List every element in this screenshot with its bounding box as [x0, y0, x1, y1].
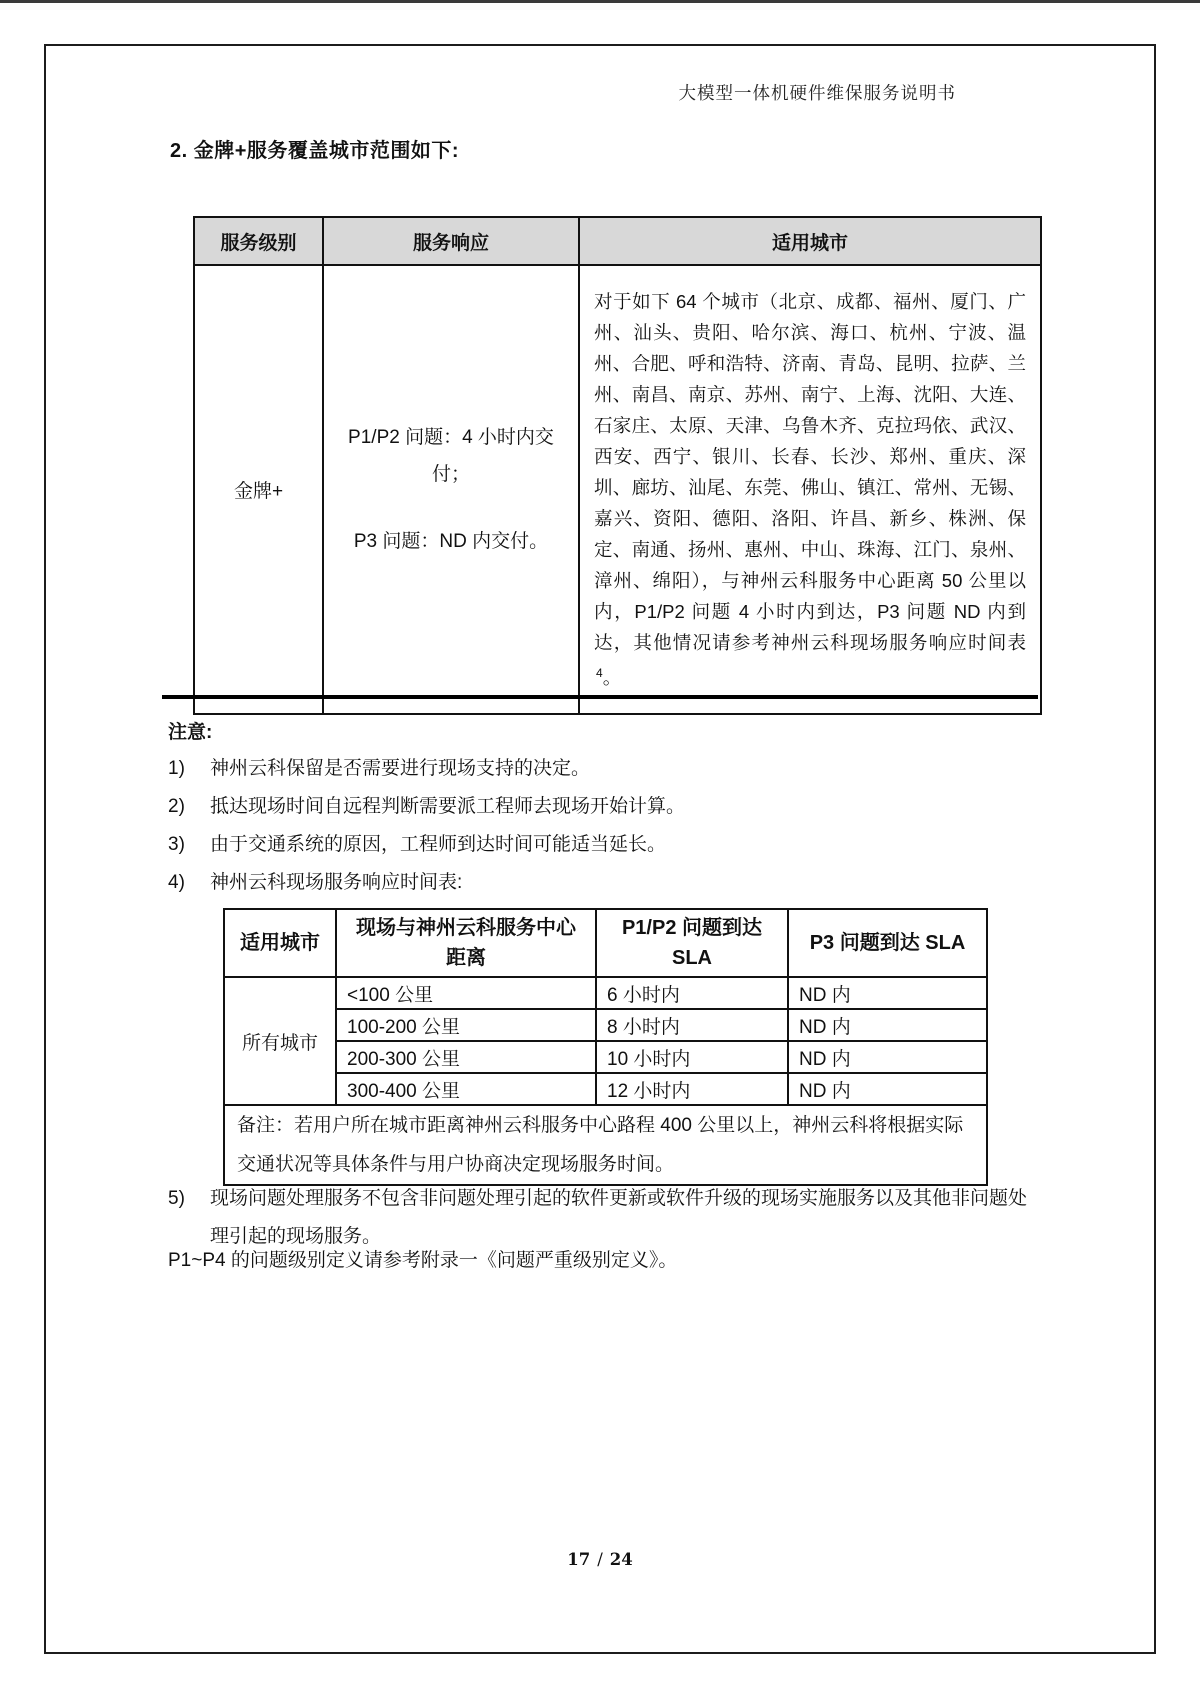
service-level-cell: 金牌+ — [194, 265, 323, 714]
page-footer — [0, 1550, 1200, 1569]
notes-label: 注意: — [168, 722, 213, 743]
section-heading: 2. 金牌+服务覆盖城市范围如下: — [170, 140, 460, 162]
severity-reference-line: P1~P4 的问题级别定义请参考附录一《问题严重级别定义》。 — [168, 1250, 678, 1271]
sla-header-p3: P3 问题到达 SLA — [788, 909, 987, 977]
note-text: 抵达现场时间自远程判断需要派工程师去现场开始计算。 — [210, 796, 686, 817]
page-number-total: 24 — [609, 1550, 633, 1569]
distance-cell: 100-200 公里 — [336, 1009, 596, 1041]
distance-cell: <100 公里 — [336, 977, 596, 1009]
sla-table — [223, 908, 988, 1186]
cities-period: 。 — [602, 667, 622, 689]
sla-remark-row — [224, 1105, 987, 1185]
sla-row-2 — [224, 1009, 987, 1041]
note-number: 4) — [168, 872, 185, 893]
note-text: 现场问题处理服务不包含非问题处理引起的软件更新或软件升级的现场实施服务以及其他非问题处理引起的现场服务。 — [210, 1188, 1028, 1247]
sla-row-3 — [224, 1041, 987, 1073]
note-text: 神州云科现场服务响应时间表: — [210, 872, 463, 893]
screenshot-top-edge — [0, 0, 1200, 3]
city-group-cell: 所有城市 — [224, 977, 336, 1105]
section-divider-rule — [162, 695, 1038, 699]
note-item-1 — [168, 757, 1048, 781]
p12-sla-cell: 6 小时内 — [596, 977, 788, 1009]
response-p12-text: P1/P2 问题：4 小时内交付； — [348, 427, 554, 486]
sla-header-p12: P1/P2 问题到达 SLA — [596, 909, 788, 977]
coverage-header-service-level: 服务级别 — [194, 217, 323, 265]
coverage-header-service-response: 服务响应 — [323, 217, 579, 265]
note-number: 1) — [168, 758, 185, 779]
response-p3-text: P3 问题：ND 内交付。 — [353, 531, 549, 553]
note-item-2 — [168, 795, 1048, 819]
doc-header-title: 大模型一体机硬件维保服务说明书 — [678, 84, 956, 104]
note-number: 5) — [168, 1188, 185, 1209]
coverage-table-row — [194, 265, 1041, 714]
p12-sla-cell: 8 小时内 — [596, 1009, 788, 1041]
sla-header-distance: 现场与神州云科服务中心距离 — [336, 909, 596, 977]
p12-sla-cell: 12 小时内 — [596, 1073, 788, 1105]
note-text: 由于交通系统的原因，工程师到达时间可能适当延长。 — [210, 834, 667, 855]
note-item-4 — [168, 871, 1048, 895]
note-item-3 — [168, 833, 1048, 857]
note-number: 3) — [168, 834, 185, 855]
footnote-superscript: 4 — [596, 666, 603, 680]
remark-cell: 备注：若用户所在城市距离神州云科服务中心路程 400 公里以上，神州云科将根据实际交通状况等具体条件与用户协商决定现场服务时间。 — [224, 1105, 987, 1185]
p3-sla-cell: ND 内 — [788, 977, 987, 1009]
page-number-separator: / — [597, 1550, 603, 1569]
coverage-table — [193, 216, 1042, 715]
sla-row-4 — [224, 1073, 987, 1105]
distance-cell: 200-300 公里 — [336, 1041, 596, 1073]
note-number: 2) — [168, 796, 185, 817]
p3-sla-cell: ND 内 — [788, 1009, 987, 1041]
service-response-cell — [323, 265, 579, 714]
coverage-table-header-row — [194, 217, 1041, 265]
note-text: 神州云科保留是否需要进行现场支持的决定。 — [210, 758, 591, 779]
p3-sla-cell: ND 内 — [788, 1041, 987, 1073]
p3-sla-cell: ND 内 — [788, 1073, 987, 1105]
cities-text: 对于如下 64 个城市（北京、成都、福州、厦门、广州、汕头、贵阳、哈尔滨、海口、杭州、宁波、温州、合肥、呼和浩特、济南、青岛、昆明、拉萨、兰州、南昌、南京、苏州、南宁、上海、沈阳、大连、石家庄、太原、天津、乌鲁木齐、克拉玛依、武汉、西安、西宁、银川、长春、长沙、郑州、重庆、深圳、廊坊、汕尾、东莞、佛山、镇江、常州、无锡、嘉兴、资阳、德阳、洛阳、许昌、新乡、株洲、保定、南通、扬州、惠州、中山、珠海、江门、泉州、漳州、绵阳），与神州云科服务中心距离 50 公里以内，P1/P2 问题 4 小时内到达，P3 问题 ND 内到达，其他情况请参考神州云科现场服务响应时间表 — [594, 291, 1026, 653]
applicable-cities-cell — [579, 265, 1041, 714]
page-number-current: 17 — [567, 1550, 591, 1569]
coverage-header-applicable-cities: 适用城市 — [579, 217, 1041, 265]
distance-cell: 300-400 公里 — [336, 1073, 596, 1105]
note-item-5 — [168, 1180, 1048, 1256]
p12-sla-cell: 10 小时内 — [596, 1041, 788, 1073]
sla-table-header-row — [224, 909, 987, 977]
sla-row-1 — [224, 977, 987, 1009]
sla-header-applicable-cities: 适用城市 — [224, 909, 336, 977]
